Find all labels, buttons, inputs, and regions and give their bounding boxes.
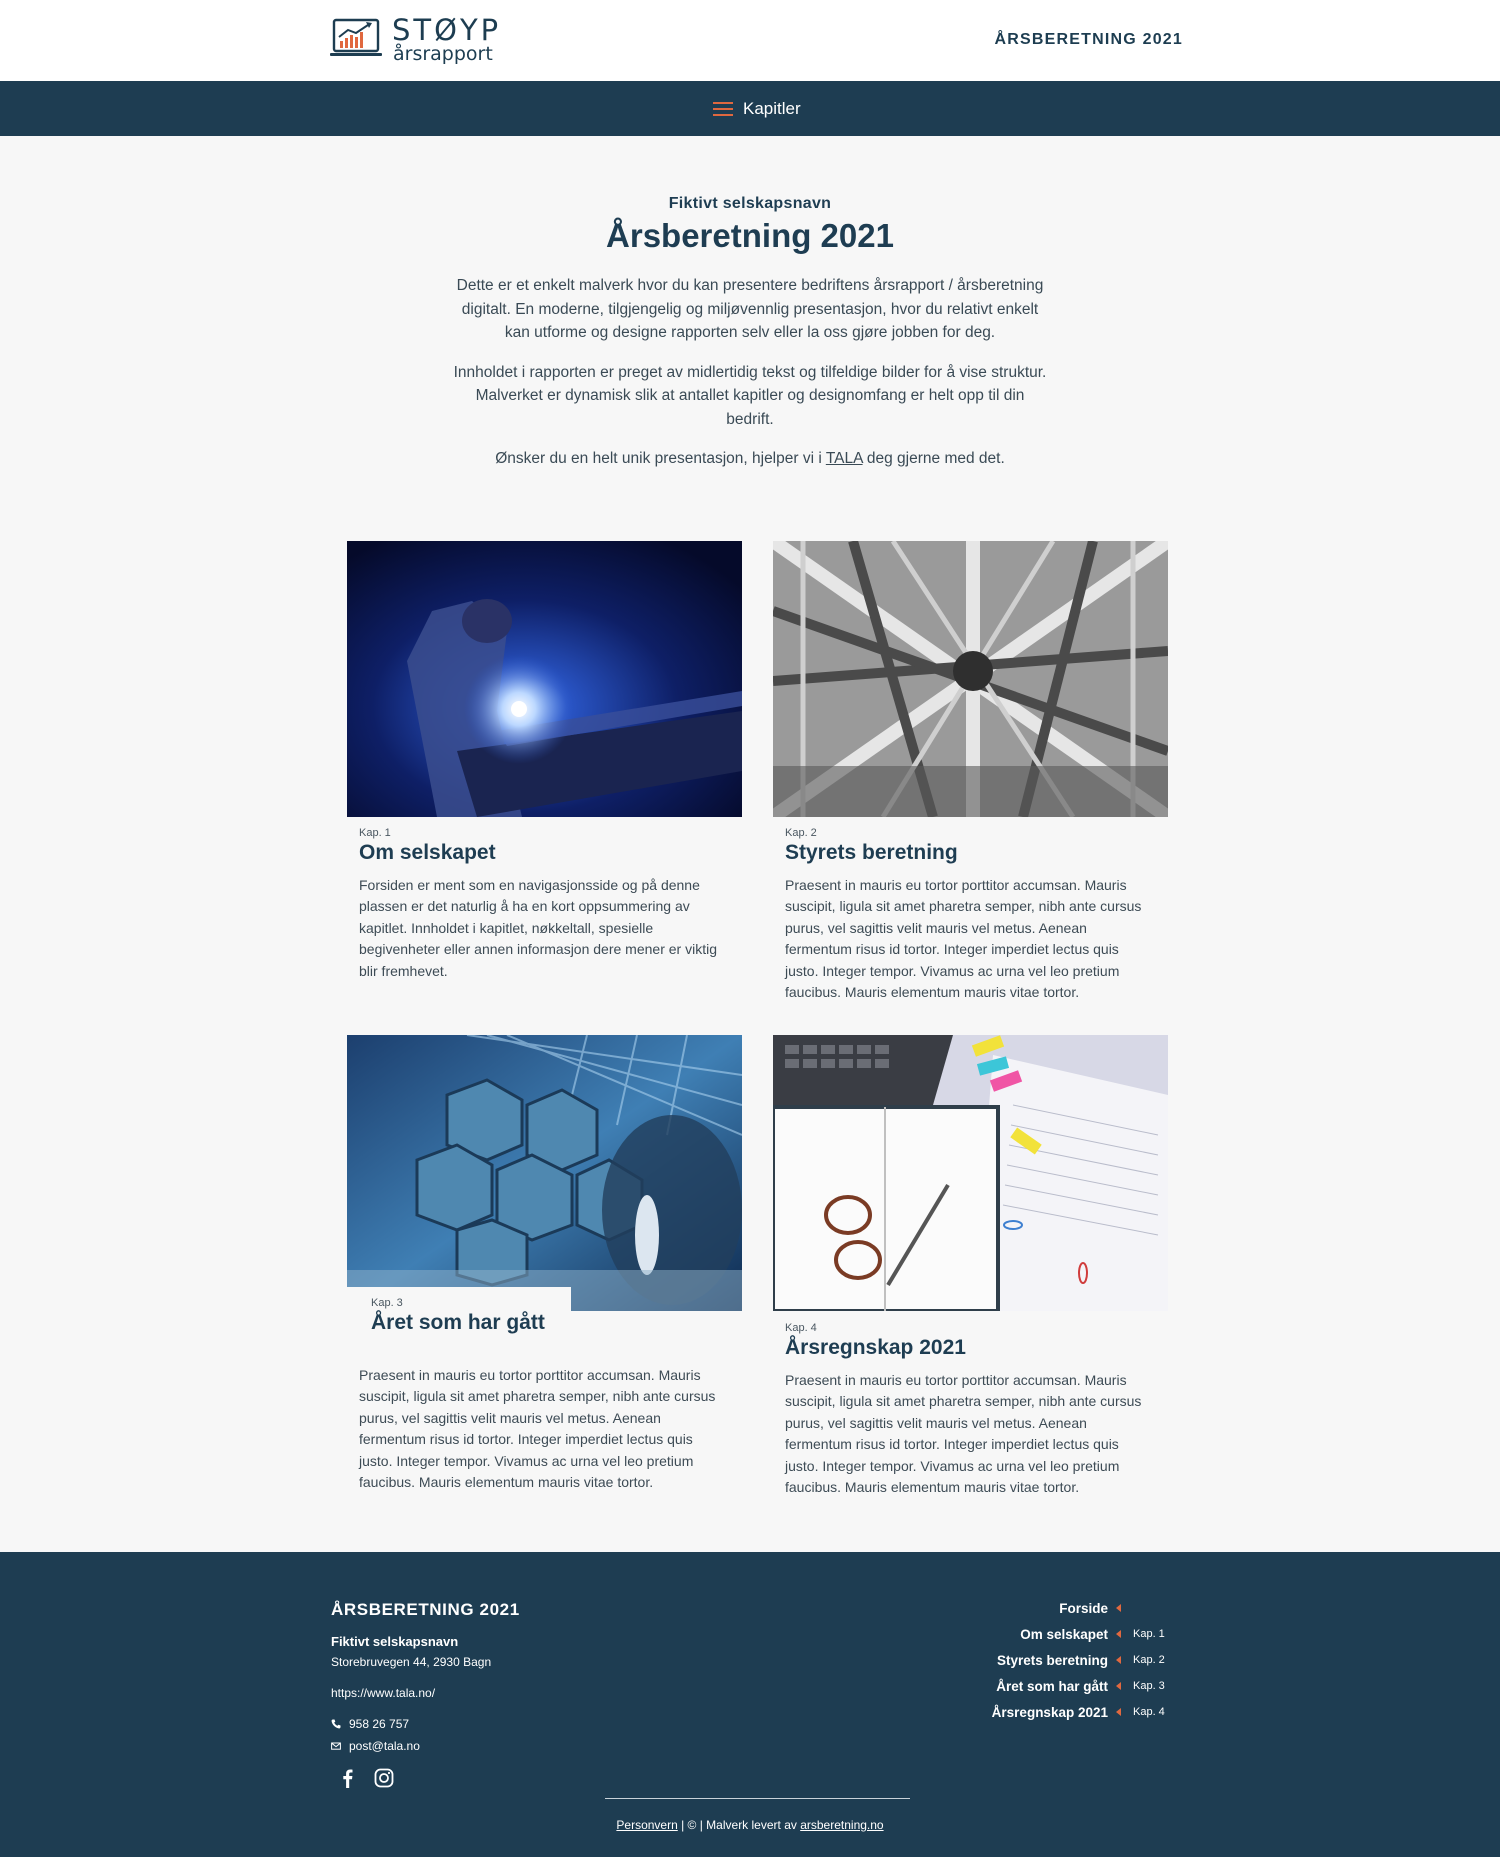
arrow-left-icon xyxy=(1116,1630,1121,1638)
footer-phone[interactable] xyxy=(331,1717,520,1731)
chapter-3-title[interactable]: Året som har gått xyxy=(371,1311,545,1334)
footer-nav-aret-som-har-gatt[interactable]: Året som har gått Kap. 3 xyxy=(996,1678,1165,1694)
arrow-left-icon xyxy=(1116,1604,1121,1612)
arrow-left-icon xyxy=(1116,1708,1121,1716)
chapter-2-image[interactable] xyxy=(773,541,1168,817)
chapter-3-label-box xyxy=(347,1287,571,1355)
social-links xyxy=(337,1767,520,1789)
chapter-1-summary: Forsiden er ment som en navigasjonsside og på denne plassen er det naturlig å ha en kort oppsummering av kapitlet. Innholdet i kapitlet, nøkkeltall, spesielle begivenheter eller annen informasjon dere mener er viktig blir fremhevet. xyxy=(359,877,717,979)
envelope-icon xyxy=(331,1741,341,1751)
chapters-menu-button[interactable] xyxy=(713,95,801,123)
chapter-card-3[interactable] xyxy=(347,1035,742,1493)
footer-address: Storebruvegen 44, 2930 Bagn xyxy=(331,1655,492,1669)
chapters-menu-label: Kapitler xyxy=(743,99,801,118)
chapter-3-summary: Praesent in mauris eu tortor porttitor accumsan. Mauris suscipit, ligula sit amet pharetra semper, nibh ante cursus purus, vel sagittis velit mauris vel metus. Aenean fermentum risus id tortor. Integer imperdiet lectus quis justo. Integer tempor. Vivamus ac urna vel leo pretium faucibus. Mauris elementum mauris vitae tortor. xyxy=(359,1367,716,1491)
chapter-1-number: Kap. 1 xyxy=(359,827,391,839)
page-title: Årsberetning 2021 xyxy=(606,217,894,254)
top-header xyxy=(0,0,1500,81)
footer-url-link[interactable]: https://www.tala.no/ xyxy=(331,1686,436,1700)
footer-legal: Personvern | © | Malverk levert av arsberetning.no xyxy=(616,1818,884,1832)
chapter-card-4[interactable] xyxy=(773,1035,1168,1498)
footer-nav-om-selskapet[interactable]: Om selskapet Kap. 1 xyxy=(1020,1626,1165,1642)
logo-subtitle: årsrapport xyxy=(393,43,493,65)
chapter-4-number: Kap. 4 xyxy=(785,1322,817,1334)
intro-section xyxy=(450,195,1050,471)
footer-phone-number: 958 26 757 xyxy=(349,1717,410,1731)
intro-paragraph-1: Dette er et enkelt malverk hvor du kan presentere bedriftens årsrapport / årsberetning digitalt. En moderne, tilgjengelig og miljøvennlig presentasjon, hvor du relativt enkelt kan utforme og designe rapporten selv eller la oss gjøre jobben for deg. xyxy=(456,277,1044,341)
facebook-icon[interactable] xyxy=(337,1767,359,1789)
chapter-4-title[interactable]: Årsregnskap 2021 xyxy=(785,1336,966,1359)
footer-email[interactable] xyxy=(331,1739,520,1753)
chapter-card-1[interactable] xyxy=(347,541,742,982)
arrow-left-icon xyxy=(1116,1656,1121,1664)
company-name: Fiktivt selskapsnavn xyxy=(668,195,832,212)
tala-link[interactable]: TALA xyxy=(825,450,863,467)
footer-chapter-nav xyxy=(992,1595,1170,1725)
logo[interactable] xyxy=(330,15,500,67)
chart-logo-icon xyxy=(330,17,382,61)
footer-nav-styrets-beretning[interactable]: Styrets beretning Kap. 2 xyxy=(996,1652,1165,1668)
intro-paragraph-2: Innholdet i rapporten er preget av midlertidig tekst og tilfeldige bilder for å vise struktur. Malverket er dynamisk slik at antallet kapitler og designomfang er helt opp til din bedrift. xyxy=(453,363,1047,428)
hamburger-icon xyxy=(713,102,733,116)
chapter-4-image[interactable] xyxy=(773,1035,1168,1311)
intro-paragraph-3: Ønsker du en helt unik presentasjon, hjelper vi i TALA deg gjerne med det. xyxy=(495,450,1005,467)
credit-link[interactable]: arsberetning.no xyxy=(800,1818,884,1832)
footer-company: Fiktivt selskapsnavn xyxy=(331,1634,459,1649)
chapter-2-number: Kap. 2 xyxy=(785,827,817,839)
footer-divider xyxy=(605,1798,910,1799)
footer-nav-arsregnskap[interactable]: Årsregnskap 2021 Kap. 4 xyxy=(991,1704,1165,1720)
footer-email-address: post@tala.no xyxy=(349,1739,420,1753)
chapter-2-title[interactable]: Styrets beretning xyxy=(785,841,958,864)
chapter-navbar xyxy=(0,81,1500,136)
chapter-1-image[interactable] xyxy=(347,541,742,817)
chapter-3-image[interactable] xyxy=(347,1035,742,1311)
arrow-left-icon xyxy=(1116,1682,1121,1690)
footer-nav-forside[interactable]: Forside xyxy=(992,1595,1170,1621)
privacy-link[interactable]: Personvern xyxy=(616,1818,678,1832)
chapter-4-summary: Praesent in mauris eu tortor porttitor accumsan. Mauris suscipit, ligula sit amet pharetra semper, nibh ante cursus purus, vel sagittis velit mauris vel metus. Aenean fermentum risus id tortor. Integer imperdiet lectus quis justo. Integer tempor. Vivamus ac urna vel leo pretium faucibus. Mauris elementum mauris vitae tortor. xyxy=(785,1372,1142,1496)
footer xyxy=(0,1552,1500,1857)
chapter-card-2[interactable] xyxy=(773,541,1168,1003)
footer-contact xyxy=(331,1600,520,1789)
chapter-2-summary: Praesent in mauris eu tortor porttitor accumsan. Mauris suscipit, ligula sit amet pharetra semper, nibh ante cursus purus, vel sagittis velit mauris vel metus. Aenean fermentum risus id tortor. Integer imperdiet lectus quis justo. Integer tempor. Vivamus ac urna vel leo pretium faucibus. Mauris elementum mauris vitae tortor. xyxy=(785,877,1142,1001)
logo-wordmark: STØYP xyxy=(392,13,502,47)
footer-title: ÅRSBERETNING 2021 xyxy=(331,1600,520,1619)
instagram-icon[interactable] xyxy=(373,1767,395,1789)
header-report-title[interactable]: ÅRSBERETNING 2021 xyxy=(994,31,1183,48)
chapter-3-number: Kap. 3 xyxy=(371,1297,403,1309)
chapter-1-title[interactable]: Om selskapet xyxy=(359,841,496,864)
phone-icon xyxy=(331,1719,341,1729)
